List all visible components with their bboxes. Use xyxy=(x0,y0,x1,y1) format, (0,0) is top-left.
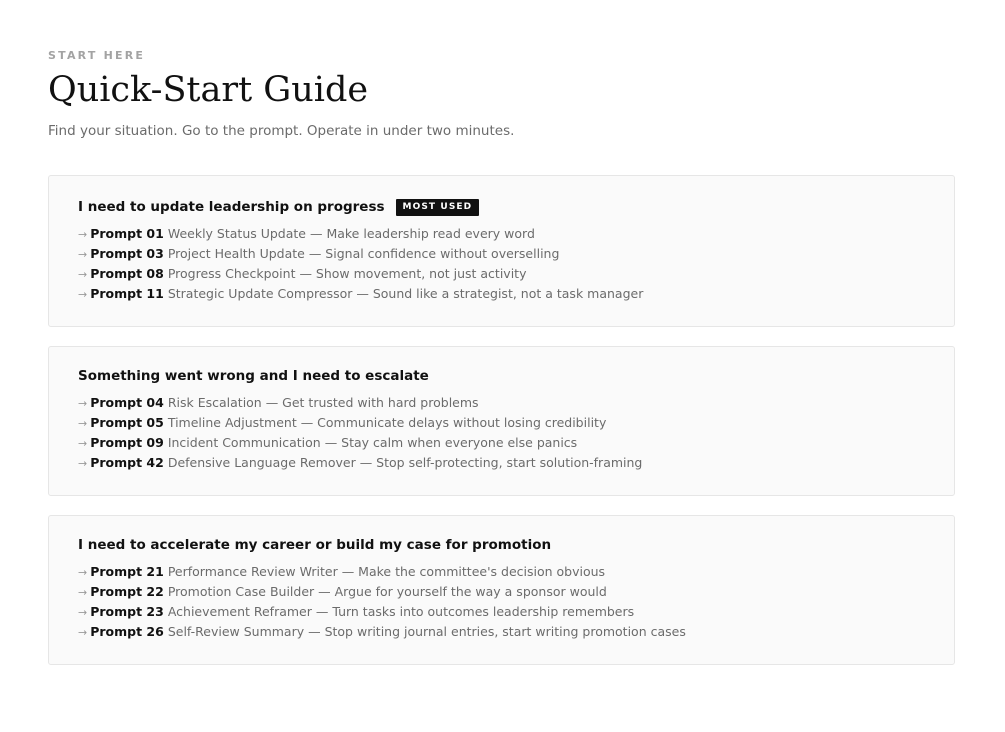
prompt-description: Strategic Update Compressor — Sound like a strategist, not a task manager xyxy=(167,286,644,301)
prompt-description: Incident Communication — Stay calm when everyone else panics xyxy=(167,435,578,450)
arrow-right-icon: → xyxy=(78,228,88,241)
prompt-number: Prompt 04 xyxy=(90,395,164,410)
situation-heading-row xyxy=(78,536,551,554)
page-subtitle: Find your situation. Go to the prompt. Operate in under two minutes. xyxy=(48,123,515,139)
situation-heading: Something went wrong and I need to escalate xyxy=(78,368,429,384)
prompt-description: Performance Review Writer — Make the committee's decision obvious xyxy=(167,564,606,579)
arrow-right-icon: → xyxy=(78,397,88,410)
prompt-description: Achievement Reframer — Turn tasks into outcomes leadership remembers xyxy=(167,604,635,619)
prompt-link-22[interactable] xyxy=(78,582,686,602)
prompt-number: Prompt 05 xyxy=(90,415,164,430)
arrow-right-icon: → xyxy=(78,417,88,430)
arrow-right-icon: → xyxy=(78,268,88,281)
prompt-number: Prompt 03 xyxy=(90,246,164,261)
prompt-link-03[interactable] xyxy=(78,244,643,264)
arrow-right-icon: → xyxy=(78,248,88,261)
prompt-link-09[interactable] xyxy=(78,433,642,453)
prompt-number: Prompt 42 xyxy=(90,455,164,470)
prompt-number: Prompt 09 xyxy=(90,435,164,450)
prompt-list xyxy=(78,393,642,473)
prompt-link-01[interactable] xyxy=(78,224,643,244)
prompt-number: Prompt 01 xyxy=(90,226,164,241)
prompt-list xyxy=(78,562,686,642)
prompt-number: Prompt 23 xyxy=(90,604,164,619)
arrow-right-icon: → xyxy=(78,457,88,470)
prompt-list xyxy=(78,224,643,304)
prompt-link-05[interactable] xyxy=(78,413,642,433)
prompt-link-21[interactable] xyxy=(78,562,686,582)
situation-heading-row xyxy=(78,367,429,385)
prompt-number: Prompt 26 xyxy=(90,624,164,639)
page-title: Quick-Start Guide xyxy=(48,70,369,110)
situation-card-career xyxy=(48,515,955,665)
prompt-description: Timeline Adjustment — Communicate delays without losing credibility xyxy=(167,415,607,430)
arrow-right-icon: → xyxy=(78,437,88,450)
arrow-right-icon: → xyxy=(78,586,88,599)
situation-heading-row xyxy=(78,198,479,216)
arrow-right-icon: → xyxy=(78,626,88,639)
prompt-link-42[interactable] xyxy=(78,453,642,473)
prompt-link-26[interactable] xyxy=(78,622,686,642)
eyebrow-label: START HERE xyxy=(48,49,146,62)
prompt-description: Progress Checkpoint — Show movement, not just activity xyxy=(167,266,527,281)
prompt-description: Risk Escalation — Get trusted with hard problems xyxy=(167,395,479,410)
prompt-link-04[interactable] xyxy=(78,393,642,413)
prompt-number: Prompt 21 xyxy=(90,564,164,579)
prompt-number: Prompt 22 xyxy=(90,584,164,599)
situation-card-leadership-update xyxy=(48,175,955,327)
situation-heading: I need to update leadership on progress xyxy=(78,199,385,215)
prompt-description: Self-Review Summary — Stop writing journal entries, start writing promotion cases xyxy=(167,624,686,639)
prompt-number: Prompt 08 xyxy=(90,266,164,281)
prompt-description: Project Health Update — Signal confidence without overselling xyxy=(167,246,560,261)
prompt-link-23[interactable] xyxy=(78,602,686,622)
prompt-link-08[interactable] xyxy=(78,264,643,284)
situation-heading: I need to accelerate my career or build my case for promotion xyxy=(78,537,552,553)
prompt-description: Weekly Status Update — Make leadership read every word xyxy=(167,226,535,241)
prompt-description: Promotion Case Builder — Argue for yourself the way a sponsor would xyxy=(167,584,607,599)
most-used-badge: MOST USED xyxy=(396,199,480,216)
situation-card-escalation xyxy=(48,346,955,496)
arrow-right-icon: → xyxy=(78,606,88,619)
arrow-right-icon: → xyxy=(78,566,88,579)
prompt-link-11[interactable] xyxy=(78,284,643,304)
prompt-number: Prompt 11 xyxy=(90,286,164,301)
arrow-right-icon: → xyxy=(78,288,88,301)
prompt-description: Defensive Language Remover — Stop self-protecting, start solution-framing xyxy=(167,455,643,470)
